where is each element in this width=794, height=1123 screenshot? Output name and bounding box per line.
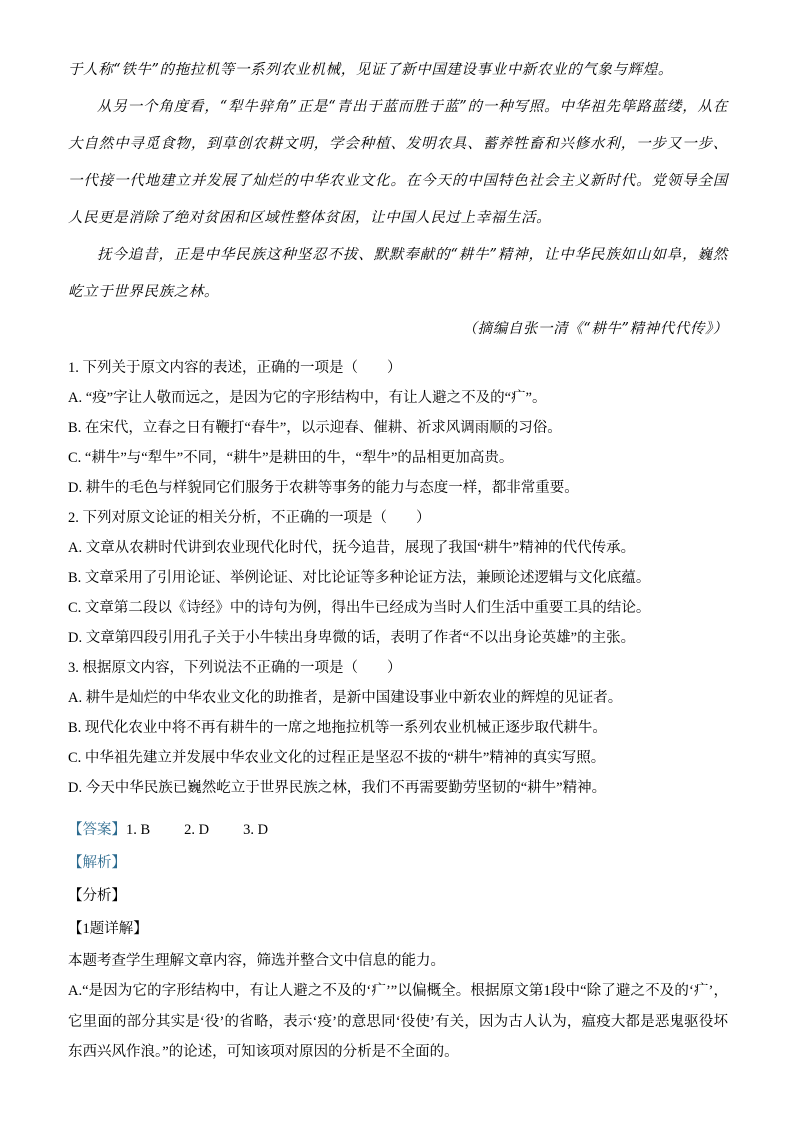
question-3-option-c: C. 中华祖先建立并发展中华农业文化的过程正是坚忍不拔的“耕牛”精神的真实写照。 (68, 750, 606, 766)
fenxi-section-label: 【分析】 (68, 888, 126, 904)
question-1-detail-label: 【1题详解】 (68, 921, 148, 937)
jiexi-section-label: 【解析】 (68, 855, 126, 871)
question-1-stem: 1. 下列关于原文内容的表述，正确的一项是（ ） (68, 360, 402, 376)
question-3-option-a: A. 耕牛是灿烂的中华农业文化的助推者，是新中国建设事业中新农业的辉煌的见证者。 (68, 690, 623, 706)
question-3-option-d: D. 今天中华民族已巍然屹立于世界民族之林，我们不再需要勤劳坚韧的“耕牛”精神。 (68, 780, 607, 796)
answers-label: 【答案】 (68, 822, 126, 838)
answer-q1: 1. B (126, 822, 151, 838)
question-1-option-c: C. “耕牛”与“犁牛”不同，“耕牛”是耕田的牛，“犁牛”的品相更加高贵。 (68, 450, 514, 466)
question-1-option-a: A. “疫”字让人敬而远之，是因为它的字形结构中，有让人避之不及的“疒”。 (68, 390, 547, 406)
passage-paragraph-3: 抚今追昔，正是中华民族这种坚忍不拔、默默奉献的“耕牛”精神，让中华民族如山如阜，巍然屹立于世界民族之林。 (68, 247, 728, 300)
question-1-option-d: D. 耕牛的毛色与样貌同它们服务于农耕等事务的能力与态度一样，都非常重要。 (68, 480, 579, 496)
answer-q3: 3. D (243, 822, 269, 838)
question-2-option-c: C. 文章第二段以《诗经》中的诗句为例，得出牛已经成为当时人们生活中重要工具的结论。 (68, 600, 651, 616)
question-2-option-a: A. 文章从农耕时代讲到农业现代化时代，抚今追昔，展现了我国“耕牛”精神的代代传承。 (68, 540, 636, 556)
passage-attribution: （摘编自张一清《“耕牛”精神代代传》） (462, 321, 728, 337)
reading-passage (68, 52, 728, 348)
questions-section (68, 353, 728, 803)
passage-paragraph-2: 从另一个角度看，“犁牛骍角”正是“青出于蓝而胜于蓝”的一种写照。中华祖先筚路蓝缕，从在大自然中寻觅食物，到草创农耕文明，学会种植、发明农具、蓄养牲畜和兴修水利，一步又一步、一代接一代地建立并发展了灿烂的中华农业文化。在今天的中国特色社会主义新时代。党领导全国人民更是消除了绝对贫困和区域性整体贫困，让中国人民过上幸福生活。 (68, 99, 728, 226)
question-2-stem: 2. 下列对原文论证的相关分析，不正确的一项是（ ） (68, 510, 431, 526)
question-2-option-b: B. 文章采用了引用论证、举例论证、对比论证等多种论证方法，兼顾论述逻辑与文化底蕴。 (68, 570, 651, 586)
analysis-paragraph-1: 本题考查学生理解文章内容，筛选并整合文中信息的能力。 (68, 953, 445, 969)
question-3-option-b: B. 现代化农业中将不再有耕牛的一席之地拖拉机等一系列农业机械正逐步取代耕牛。 (68, 720, 607, 736)
question-3-stem: 3. 根据原文内容，下列说法不正确的一项是（ ） (68, 660, 402, 676)
answer-q2: 2. D (184, 822, 210, 838)
answers-line (68, 814, 728, 847)
question-2-option-d: D. 文章第四段引用孔子关于小牛犊出身卑微的话，表明了作者“不以出身论英雄”的主张。 (68, 630, 636, 646)
passage-paragraph-1: 于人称“铁牛”的拖拉机等一系列农业机械，见证了新中国建设事业中新农业的气象与辉煌。 (68, 62, 673, 78)
question-1-option-b: B. 在宋代，立春之日有鞭打“春牛”，以示迎春、催耕、祈求风调雨顺的习俗。 (68, 420, 562, 436)
analysis-paragraph-2: A.“是因为它的字形结构中，有让人避之不及的‘疒’”以偏概全。根据原文第1段中“除了避之不及的‘疒’，它里面的部分其实是‘役’的省略，表示‘疫’的意思同‘役使’有关，因为古人认为，瘟疫大都是恶鬼驱役坏东西兴风作浪。”的论述，可知该项对原因的分析是不全面的。 (68, 983, 728, 1060)
